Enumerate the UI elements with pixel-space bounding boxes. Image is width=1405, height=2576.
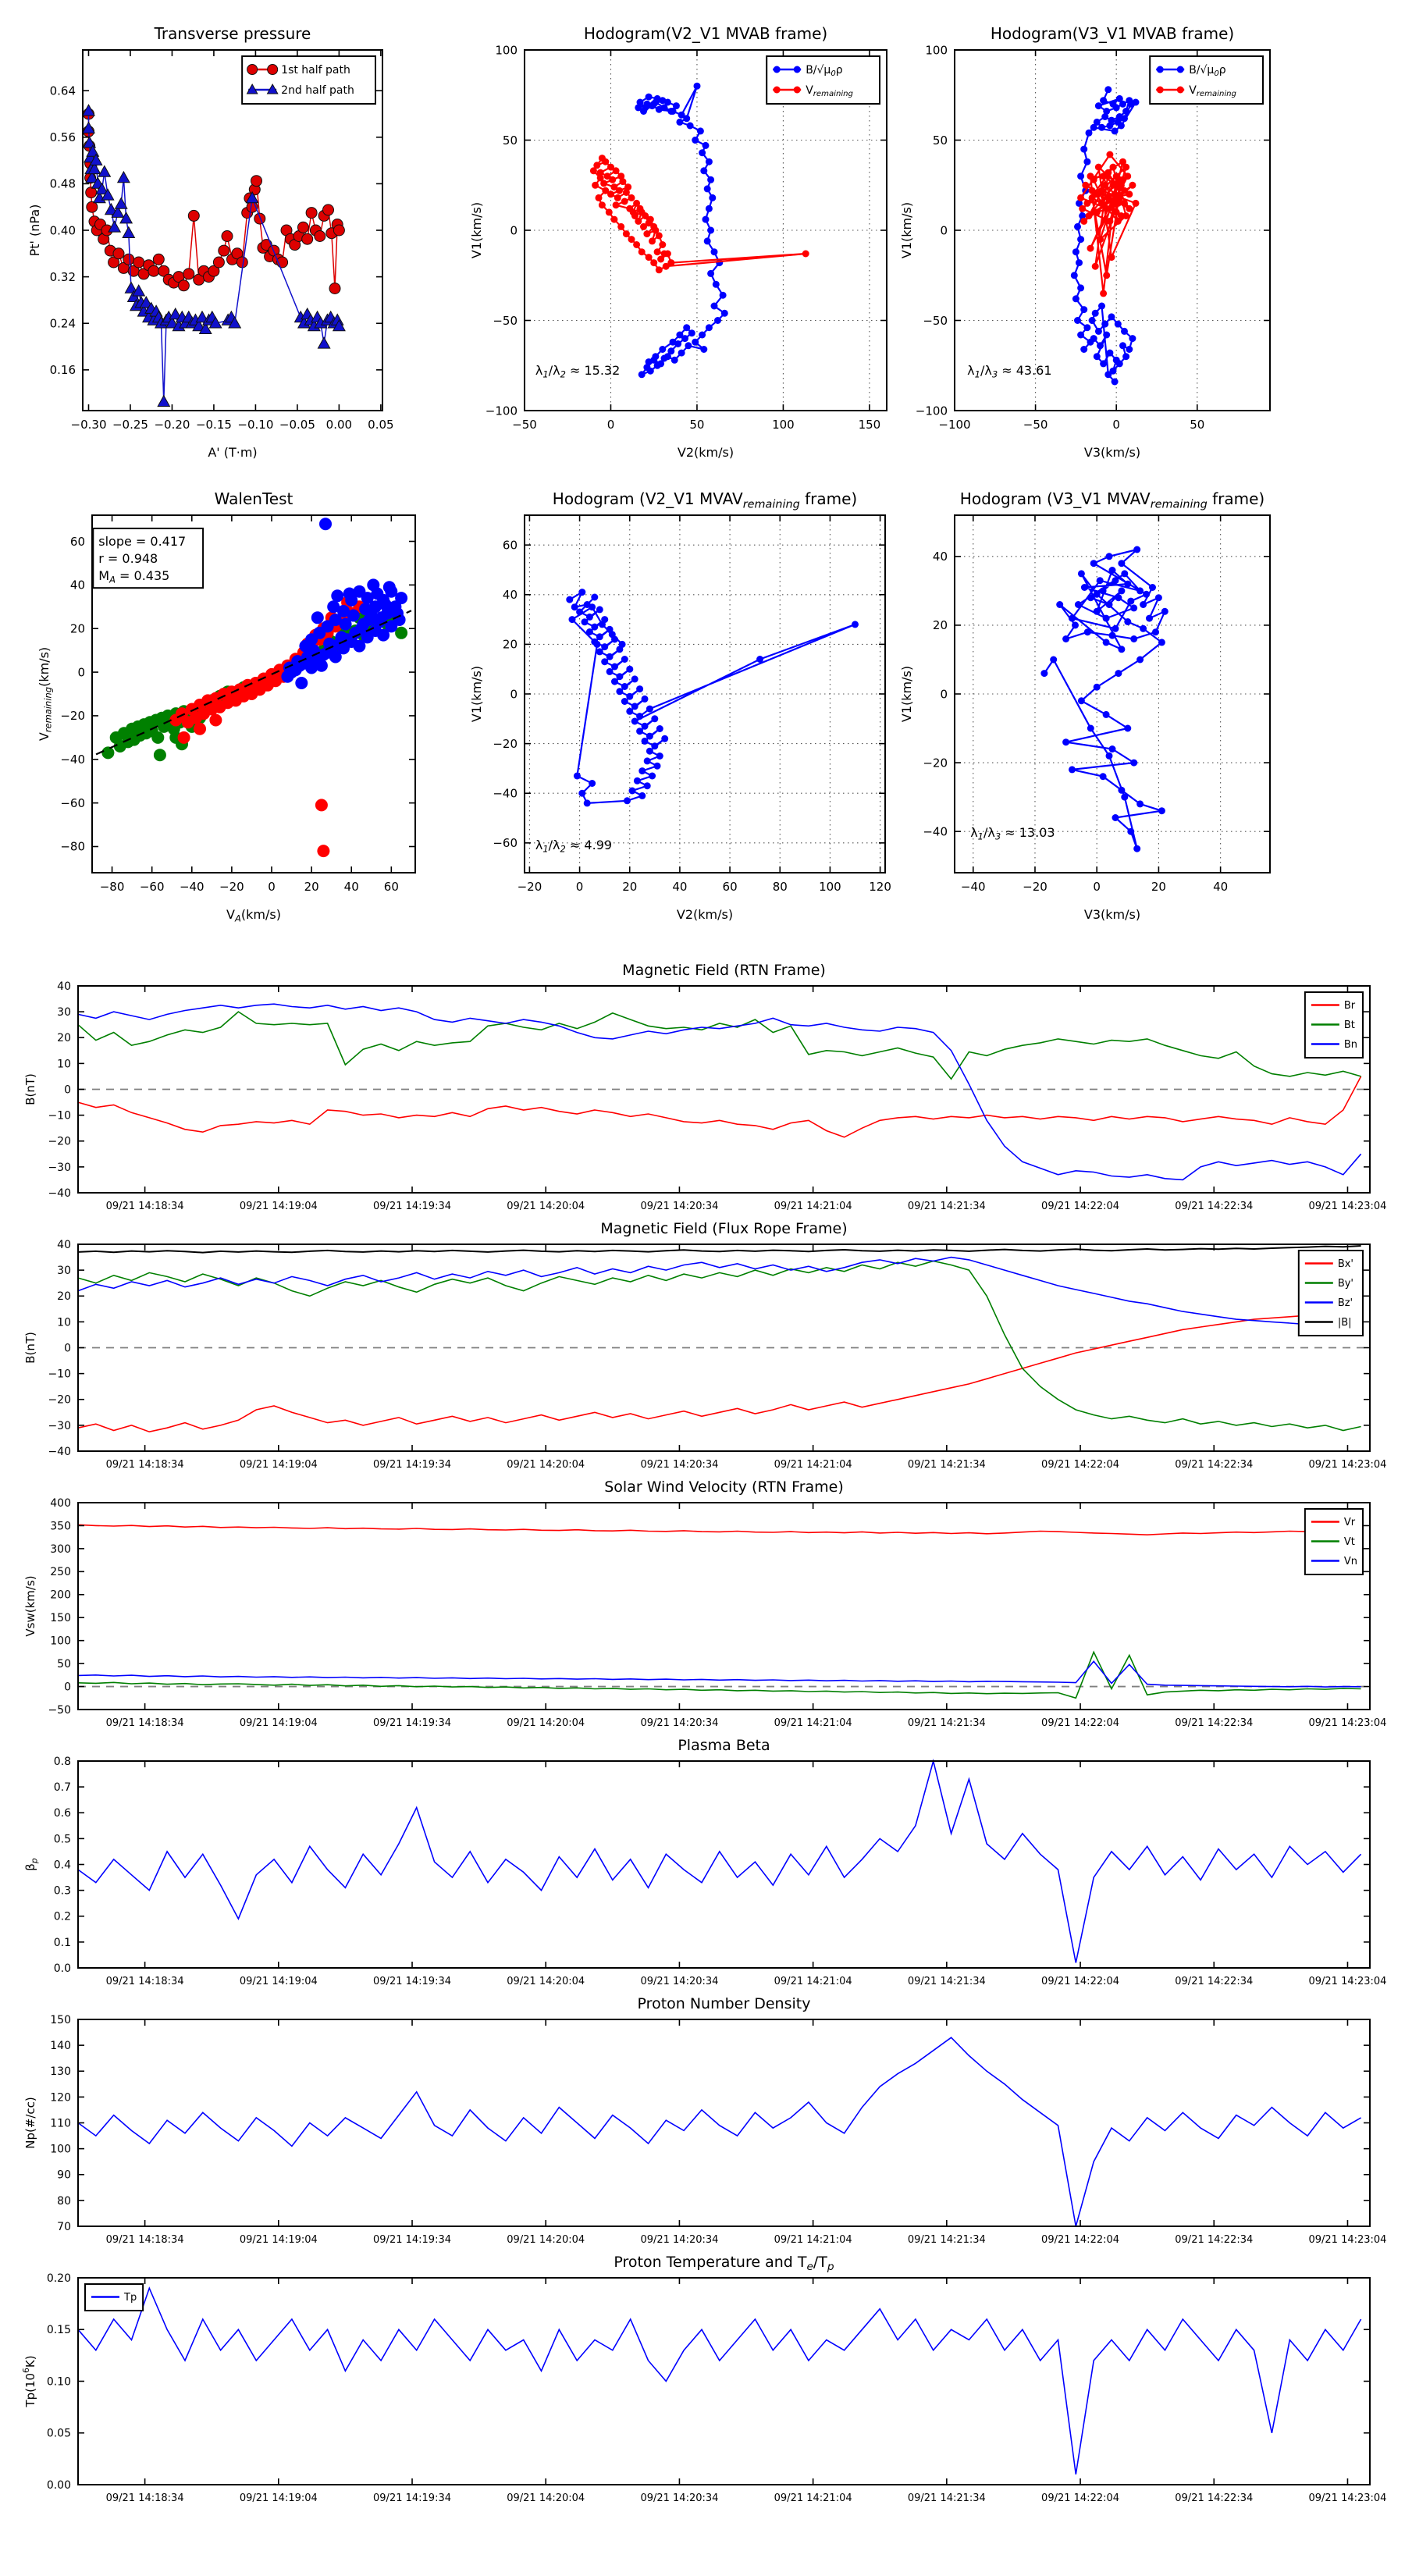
series-line-|B| <box>78 1246 1361 1253</box>
y-tick-label: 400 <box>50 1496 71 1510</box>
y-tick-label: −20 <box>493 736 518 751</box>
chart-hodogram-v2v1-mvav <box>454 479 926 940</box>
y-tick-label: −100 <box>485 404 518 418</box>
x-tick-label: 09/21 14:22:04 <box>1041 2492 1120 2504</box>
y-tick-label: 0.40 <box>49 223 76 238</box>
x-tick-label: 09/21 14:19:34 <box>373 1717 452 1729</box>
series-line-Vremaining <box>593 158 806 270</box>
triangle-marker <box>318 337 329 348</box>
x-tick-label: −40 <box>179 880 205 894</box>
y-tick-label: 0 <box>64 1681 71 1694</box>
y-tick-label: −40 <box>493 786 518 801</box>
x-tick-label: 09/21 14:22:34 <box>1175 1459 1254 1471</box>
legend-marker <box>268 65 278 75</box>
y-axis-label: V1(km/s) <box>899 201 914 259</box>
triangle-marker <box>123 227 134 238</box>
y-tick-label: −60 <box>60 795 85 810</box>
y-tick-label: −10 <box>48 1109 71 1123</box>
x-tick-label: 09/21 14:18:34 <box>105 1717 184 1729</box>
y-tick-label: 90 <box>57 2169 71 2182</box>
chart-title: Transverse pressure <box>154 24 311 43</box>
y-tick-label: 130 <box>50 2065 71 2079</box>
y-tick-label: 0 <box>940 687 948 702</box>
legend-label: $V_{remaining}$ <box>1189 84 1236 98</box>
y-tick-label: −50 <box>493 313 518 328</box>
x-tick-label: 09/21 14:19:04 <box>239 2492 318 2504</box>
chart-hodogram-v3v1-mvab <box>884 14 1311 478</box>
x-tick-label: 60 <box>383 880 399 894</box>
x-tick-label: 09/21 14:21:04 <box>774 1976 852 1987</box>
axes-transverse-pressure <box>27 24 394 460</box>
x-tick-label: −20 <box>219 880 244 894</box>
x-tick-label: 09/21 14:22:04 <box>1041 1201 1120 1212</box>
x-tick-label: 09/21 14:21:04 <box>774 1459 852 1471</box>
legend-label: Vt <box>1343 1536 1355 1549</box>
y-tick-label: 0.4 <box>53 1859 71 1872</box>
series-line-Vt <box>78 1652 1361 1698</box>
x-tick-label: 09/21 14:22:34 <box>1175 1717 1254 1729</box>
chart-title: Magnetic Field (RTN Frame) <box>622 962 826 979</box>
x-tick-label: 09/21 14:20:34 <box>640 1459 719 1471</box>
y-tick-label: 350 <box>50 1520 71 1533</box>
axes-proton-density <box>23 1995 1386 2246</box>
x-tick-label: 09/21 14:20:34 <box>640 1976 719 1987</box>
y-tick-label: −20 <box>48 1135 71 1148</box>
x-tick-label: 09/21 14:21:04 <box>774 2234 852 2246</box>
x-tick-label: 09/21 14:21:34 <box>907 1201 986 1212</box>
y-tick-label: 0.7 <box>53 1781 71 1795</box>
y-tick-label: 60 <box>502 538 518 553</box>
series-markers-Vremaining <box>1077 151 1139 297</box>
y-tick-label: −40 <box>60 753 85 767</box>
y-tick-label: 150 <box>50 1612 71 1625</box>
axes-frame <box>525 515 885 873</box>
y-tick-label: 50 <box>57 1658 71 1671</box>
y-tick-label: 0.48 <box>49 176 76 191</box>
x-tick-label: 09/21 14:20:34 <box>640 1201 719 1212</box>
series-line-Bz' <box>78 1258 1361 1325</box>
x-axis-label: V3(km/s) <box>1083 907 1141 922</box>
x-tick-label: −100 <box>938 418 971 432</box>
chart-title: Proton Number Density <box>637 1995 811 2012</box>
annotation-text: r = 0.948 <box>98 551 158 567</box>
legend-label: Vn <box>1343 1556 1358 1568</box>
annotation-text: $\lambda_1/\lambda_3 \approx 13.03$ <box>970 825 1055 842</box>
x-axis-label: A' (T·m) <box>208 445 258 460</box>
series-line-Bt <box>78 1012 1361 1079</box>
y-tick-label: 0.6 <box>53 1807 71 1820</box>
y-tick-label: −80 <box>60 839 85 854</box>
legend-marker <box>794 87 801 94</box>
x-tick-label: 09/21 14:22:04 <box>1041 1717 1120 1729</box>
y-tick-label: 100 <box>50 2143 71 2156</box>
y-tick-label: 250 <box>50 1566 71 1579</box>
x-tick-label: −50 <box>512 418 537 432</box>
x-tick-label: 09/21 14:21:04 <box>774 1201 852 1212</box>
x-tick-label: 09/21 14:22:04 <box>1041 1976 1120 1987</box>
y-tick-label: 0.5 <box>53 1833 71 1846</box>
legend-label: Vr <box>1343 1517 1356 1529</box>
x-tick-label: 09/21 14:18:34 <box>105 1459 184 1471</box>
x-tick-label: 0 <box>1093 880 1101 894</box>
y-tick-label: 0 <box>510 223 518 238</box>
y-tick-label: 20 <box>932 618 948 633</box>
x-tick-label: 0 <box>575 880 584 894</box>
y-axis-label: Pt' (nPa) <box>27 204 42 257</box>
x-tick-label: 09/21 14:21:34 <box>907 1717 986 1729</box>
x-tick-label: 09/21 14:21:04 <box>774 2492 852 2504</box>
legend-marker <box>1157 87 1164 94</box>
x-tick-label: 09/21 14:18:34 <box>105 1201 184 1212</box>
y-tick-label: −20 <box>48 1393 71 1407</box>
x-tick-label: 09/21 14:22:04 <box>1041 2234 1120 2246</box>
x-tick-label: −0.10 <box>237 418 274 432</box>
y-tick-label: 20 <box>502 637 518 652</box>
y-tick-label: 0.00 <box>46 2478 71 2492</box>
series-line-Br <box>78 1076 1361 1137</box>
legend-label: 1st half path <box>281 63 350 76</box>
chart-transverse-pressure <box>12 14 423 478</box>
y-axis-label: B(nT) <box>23 1332 37 1364</box>
x-tick-label: −0.20 <box>154 418 190 432</box>
chart-title: Hodogram (V2_V1 $MVAV_{remaining}$ frame) <box>552 489 858 511</box>
x-tick-label: 0 <box>268 880 276 894</box>
legend-label: Br <box>1343 1000 1356 1012</box>
y-tick-label: 150 <box>50 2013 71 2026</box>
axes-hodogram-v2v1-mvav <box>469 489 891 922</box>
axes-hodogram-v3v1-mvab <box>899 24 1270 460</box>
chart-title: Solar Wind Velocity (RTN Frame) <box>604 1478 844 1496</box>
legend-marker <box>774 87 781 94</box>
chart-hodogram-v2v1-mvab <box>454 14 927 478</box>
x-tick-label: 100 <box>819 880 841 894</box>
legend-label: By' <box>1337 1278 1354 1290</box>
x-tick-label: −60 <box>139 880 165 894</box>
x-tick-label: −0.15 <box>195 418 232 432</box>
x-tick-label: 20 <box>1151 880 1166 894</box>
legend-label: $B/√\mu_0\rho$ <box>806 63 843 78</box>
y-axis-label: V1(km/s) <box>899 665 914 723</box>
x-tick-label: 09/21 14:19:34 <box>373 2492 452 2504</box>
y-tick-label: 20 <box>69 621 85 636</box>
series-line <box>78 1761 1361 1962</box>
axes-velocity-rtn <box>23 1478 1386 1729</box>
x-tick-label: 09/21 14:18:34 <box>105 1976 184 1987</box>
x-tick-label: 09/21 14:20:34 <box>640 1717 719 1729</box>
x-tick-label: 09/21 14:20:04 <box>507 1459 585 1471</box>
legend-label: Tp <box>124 2292 137 2304</box>
y-tick-label: 50 <box>502 133 518 148</box>
series-line-Bx' <box>78 1313 1361 1432</box>
x-tick-label: 09/21 14:22:34 <box>1175 2234 1254 2246</box>
x-tick-label: 09/21 14:23:04 <box>1308 2234 1387 2246</box>
y-tick-label: 30 <box>57 1006 71 1019</box>
chart-title: Plasma Beta <box>678 1737 770 1754</box>
legend-marker <box>247 65 258 75</box>
y-tick-label: −20 <box>60 709 85 724</box>
legend-label: $B/√\mu_0\rho$ <box>1189 63 1226 78</box>
x-tick-label: 09/21 14:19:04 <box>239 1201 318 1212</box>
y-tick-label: 0 <box>64 1083 71 1097</box>
x-tick-label: 0 <box>1112 418 1120 432</box>
x-tick-label: 0.05 <box>368 418 394 432</box>
axes-frame <box>78 2278 1370 2485</box>
y-tick-label: 0 <box>940 223 948 238</box>
axes-proton-temperature <box>21 2254 1386 2504</box>
x-tick-label: −40 <box>960 880 986 894</box>
x-tick-label: 20 <box>304 880 319 894</box>
annotation-text: $\lambda_1/\lambda_3 \approx 43.61$ <box>967 362 1052 380</box>
y-tick-label: 0.15 <box>46 2324 71 2337</box>
x-tick-label: 09/21 14:19:34 <box>373 1976 452 1987</box>
y-tick-label: −20 <box>923 756 948 770</box>
x-tick-label: −20 <box>1023 880 1048 894</box>
x-tick-label: 09/21 14:20:04 <box>507 2234 585 2246</box>
x-axis-label: V2(km/s) <box>676 907 734 922</box>
y-axis-label: $\beta_p$ <box>23 1858 40 1871</box>
y-tick-label: 10 <box>57 1058 71 1071</box>
legend-label: $V_{remaining}$ <box>806 84 853 98</box>
axes-hodogram-v2v1-mvab <box>469 24 887 460</box>
y-axis-label: B(nT) <box>23 1073 37 1105</box>
y-tick-label: 110 <box>50 2117 71 2130</box>
x-tick-label: 80 <box>772 880 788 894</box>
x-tick-label: 100 <box>772 418 795 432</box>
y-tick-label: 80 <box>57 2194 71 2208</box>
y-tick-label: −40 <box>48 1445 71 1458</box>
x-tick-label: 09/21 14:20:04 <box>507 1201 585 1212</box>
y-axis-label: $Tp(10^6K)$ <box>21 2355 37 2407</box>
y-tick-label: −50 <box>923 313 948 328</box>
y-tick-label: 40 <box>69 578 85 592</box>
x-tick-label: 09/21 14:21:04 <box>774 1717 852 1729</box>
x-tick-label: 09/21 14:18:34 <box>105 2492 184 2504</box>
x-tick-label: 09/21 14:22:34 <box>1175 1201 1254 1212</box>
annotation-text: $\lambda_1/\lambda_2 \approx 4.99$ <box>535 838 613 855</box>
x-tick-label: 120 <box>869 880 891 894</box>
axes-plasma-beta <box>23 1737 1386 1987</box>
chart-hodogram-v3v1-mvav <box>884 479 1311 940</box>
chart-title: Proton Temperature and $T_e/T_p$ <box>614 2254 834 2274</box>
y-tick-label: 0.64 <box>49 84 76 98</box>
y-axis-label: V1(km/s) <box>469 665 484 723</box>
y-tick-label: 40 <box>502 588 518 603</box>
x-tick-label: 0.00 <box>325 418 353 432</box>
x-tick-label: 09/21 14:23:04 <box>1308 1717 1387 1729</box>
x-tick-label: 40 <box>343 880 359 894</box>
x-axis-label: V2(km/s) <box>677 445 735 460</box>
y-tick-label: 140 <box>50 2040 71 2053</box>
chart-proton-temperature <box>8 2242 1405 2552</box>
y-tick-label: 10 <box>57 1316 71 1329</box>
x-tick-label: 09/21 14:19:34 <box>373 1459 452 1471</box>
y-tick-label: 0.32 <box>49 269 76 284</box>
x-tick-label: 09/21 14:23:04 <box>1308 1976 1387 1987</box>
x-tick-label: 60 <box>722 880 738 894</box>
x-tick-label: 09/21 14:18:34 <box>105 2234 184 2246</box>
series-line-Tp <box>78 2288 1361 2475</box>
series-line-Bn <box>78 1004 1361 1179</box>
x-tick-label: −80 <box>99 880 125 894</box>
x-tick-label: 09/21 14:23:04 <box>1308 1201 1387 1212</box>
chart-title: Hodogram (V3_V1 $MVAV_{remaining}$ frame) <box>959 489 1265 511</box>
y-tick-label: −50 <box>48 1703 71 1717</box>
y-tick-label: −40 <box>923 824 948 839</box>
x-tick-label: 09/21 14:22:34 <box>1175 1976 1254 1987</box>
x-tick-label: 20 <box>622 880 638 894</box>
triangle-marker <box>118 172 130 183</box>
legend-label: 2nd half path <box>281 84 354 97</box>
x-tick-label: 09/21 14:22:04 <box>1041 1459 1120 1471</box>
x-tick-label: 0 <box>606 418 615 432</box>
y-tick-label: 120 <box>50 2091 71 2105</box>
y-tick-label: 300 <box>50 1542 71 1556</box>
y-tick-label: 0.0 <box>53 1962 71 1975</box>
y-tick-label: 200 <box>50 1589 71 1602</box>
y-tick-label: 0.3 <box>53 1884 71 1898</box>
legend-marker <box>774 66 781 73</box>
annotation-text: $M_A = 0.435$ <box>98 568 170 585</box>
triangle-marker <box>98 165 110 176</box>
chart-walen-test <box>22 479 456 940</box>
x-tick-label: −0.25 <box>112 418 148 432</box>
series-line <box>570 592 855 803</box>
legend-label: Bz' <box>1337 1297 1353 1310</box>
y-tick-label: 40 <box>57 980 71 993</box>
x-tick-label: 09/21 14:19:04 <box>239 1717 318 1729</box>
x-tick-label: 09/21 14:21:34 <box>907 1976 986 1987</box>
x-tick-label: 09/21 14:23:04 <box>1308 1459 1387 1471</box>
axes-walen-test <box>37 489 415 924</box>
y-axis-label: V1(km/s) <box>469 201 484 259</box>
y-tick-label: 0 <box>510 687 518 702</box>
y-tick-label: −60 <box>493 836 518 851</box>
series-line-Vr <box>78 1525 1361 1535</box>
axes-bfield-fluxrope <box>23 1220 1386 1471</box>
x-tick-label: 09/21 14:19:04 <box>239 2234 318 2246</box>
y-tick-label: 0.1 <box>53 1936 71 1949</box>
x-tick-label: 09/21 14:19:04 <box>239 1976 318 1987</box>
y-tick-label: 0.2 <box>53 1910 71 1923</box>
chart-title: Hodogram(V3_V1 MVAB frame) <box>990 24 1235 43</box>
y-tick-label: 0.16 <box>49 363 76 378</box>
series-line-By' <box>78 1261 1361 1431</box>
y-tick-label: 40 <box>57 1238 71 1251</box>
y-tick-label: −40 <box>48 1187 71 1200</box>
x-tick-label: −0.30 <box>70 418 107 432</box>
triangle-marker <box>158 396 169 407</box>
x-tick-label: −0.05 <box>279 418 315 432</box>
x-tick-label: 50 <box>689 418 705 432</box>
legend-label: Bt <box>1343 1019 1355 1032</box>
x-tick-label: 40 <box>672 880 688 894</box>
x-tick-label: 09/21 14:19:34 <box>373 1201 452 1212</box>
y-tick-label: 100 <box>495 43 518 58</box>
y-axis-label: Np(#/cc) <box>23 2097 37 2149</box>
x-tick-label: 40 <box>1213 880 1229 894</box>
y-axis-label: Vsw(km/s) <box>23 1575 37 1637</box>
y-tick-label: −10 <box>48 1368 71 1381</box>
y-tick-label: 30 <box>57 1265 71 1278</box>
chart-title: Hodogram(V2_V1 MVAB frame) <box>583 24 828 43</box>
legend-marker <box>1157 66 1164 73</box>
x-tick-label: 09/21 14:19:34 <box>373 2234 452 2246</box>
legend-label: Bx' <box>1337 1258 1354 1271</box>
y-tick-label: 100 <box>925 43 948 58</box>
y-tick-label: 0.24 <box>49 316 76 331</box>
series-line <box>78 2037 1361 2226</box>
y-tick-label: 0 <box>77 665 85 680</box>
legend-marker <box>794 66 801 73</box>
axes-frame <box>78 2019 1370 2226</box>
x-tick-label: −50 <box>1023 418 1048 432</box>
axes-bfield-rtn <box>23 962 1386 1212</box>
x-tick-label: 09/21 14:20:34 <box>640 2492 719 2504</box>
y-tick-label: 40 <box>932 550 948 564</box>
x-tick-label: 150 <box>858 418 881 432</box>
axes-hodogram-v3v1-mvav <box>899 489 1270 922</box>
x-tick-label: 09/21 14:20:34 <box>640 2234 719 2246</box>
series-markers <box>566 589 859 806</box>
y-tick-label: 20 <box>57 1290 71 1304</box>
y-tick-label: 0.56 <box>49 130 76 145</box>
x-tick-label: 09/21 14:20:04 <box>507 1976 585 1987</box>
y-tick-label: −30 <box>48 1419 71 1432</box>
x-axis-label: V3(km/s) <box>1083 445 1141 460</box>
x-tick-label: 09/21 14:21:34 <box>907 2492 986 2504</box>
x-tick-label: 09/21 14:21:34 <box>907 2234 986 2246</box>
legend-label: |B| <box>1337 1317 1352 1329</box>
y-tick-label: 0.10 <box>46 2375 71 2389</box>
y-axis-label: $V_{remaining}(km/s)$ <box>37 646 54 742</box>
legend-marker <box>1177 66 1184 73</box>
y-tick-label: 0 <box>64 1342 71 1355</box>
x-tick-label: 50 <box>1190 418 1205 432</box>
y-tick-label: 60 <box>69 534 85 549</box>
x-axis-label: $V_A(km/s)$ <box>226 907 281 924</box>
chart-title: Magnetic Field (Flux Rope Frame) <box>600 1220 848 1237</box>
x-tick-label: 09/21 14:19:04 <box>239 1459 318 1471</box>
series-markers-B/√μ0ρ <box>635 83 728 379</box>
x-tick-label: 09/21 14:23:04 <box>1308 2492 1387 2504</box>
y-tick-label: 100 <box>50 1635 71 1648</box>
y-tick-label: 20 <box>57 1032 71 1045</box>
legend-label: Bn <box>1343 1039 1358 1051</box>
x-tick-label: 09/21 14:20:04 <box>507 2492 585 2504</box>
y-tick-label: 0.05 <box>46 2427 71 2440</box>
y-tick-label: −30 <box>48 1161 71 1174</box>
x-tick-label: 09/21 14:20:04 <box>507 1717 585 1729</box>
x-tick-label: 09/21 14:22:34 <box>1175 2492 1254 2504</box>
x-tick-label: 09/21 14:21:34 <box>907 1459 986 1471</box>
y-tick-label: 50 <box>932 133 948 148</box>
series-line-Vn <box>78 1661 1361 1687</box>
x-tick-label: −20 <box>517 880 542 894</box>
chart-title: WalenTest <box>214 489 293 508</box>
annotation-text: $\lambda_1/\lambda_2 \approx 15.32$ <box>535 362 621 380</box>
axes-frame <box>78 1761 1370 1968</box>
y-tick-label: 0.8 <box>53 1755 71 1768</box>
annotation-text: slope = 0.417 <box>98 533 187 549</box>
y-tick-label: 0.20 <box>46 2272 71 2285</box>
y-tick-label: 70 <box>57 2220 71 2233</box>
legend-marker <box>1177 87 1184 94</box>
y-tick-label: −100 <box>915 404 948 418</box>
